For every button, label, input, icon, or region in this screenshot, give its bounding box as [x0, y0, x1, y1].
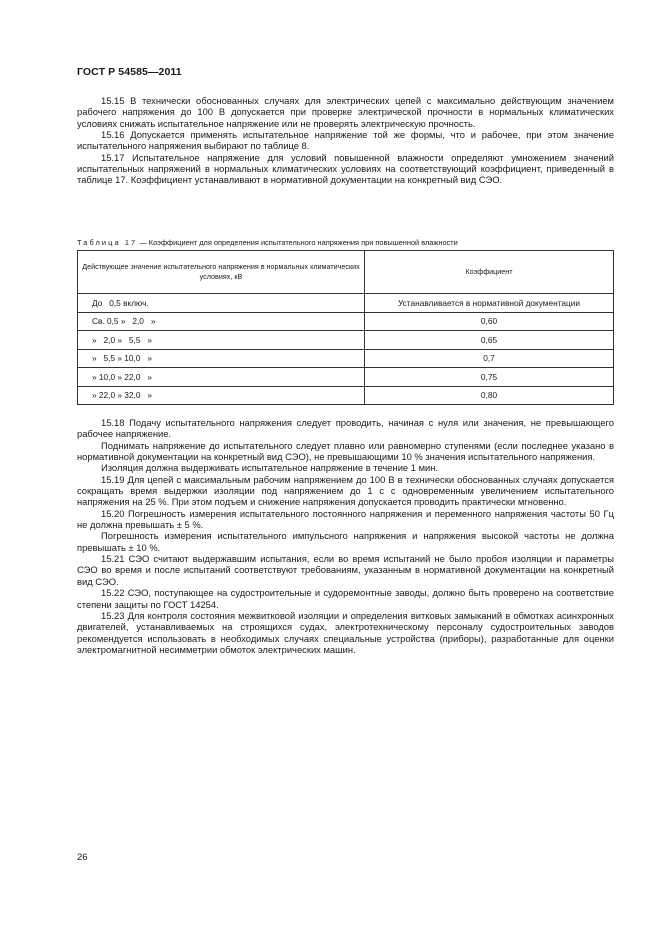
table-row	[78, 368, 614, 387]
cell-voltage-range: Св. 0,5 » 2,0 »	[78, 312, 365, 331]
cell-coefficient: 0,75	[365, 368, 614, 387]
header-voltage: Действующее значение испытательного напряжения в нормальных климатических условиях, кВ	[78, 251, 365, 294]
paragraph-15-16: 15.16 Допускается применять испытательное напряжение той же формы, что и рабочее, при этом значение испытательного напряжения выбирают по таблице 8.	[77, 129, 614, 152]
table-caption	[77, 238, 617, 247]
paragraph-insulation-hold: Изоляция должна выдерживать испытательное напряжение в течение 1 мин.	[101, 462, 439, 474]
cell-coefficient: 0,60	[365, 312, 614, 331]
cell-coefficient: 0,80	[365, 386, 614, 405]
cell-voltage-range: » 5,5 » 10,0 »	[78, 349, 365, 368]
table-row	[78, 312, 614, 331]
table-row	[78, 386, 614, 405]
paragraph-15-15: 15.15 В технически обоснованных случаях для электрических цепей с максимально действующим значением рабочего напряжения до 100 В допускается при проверке электрической прочности в нормальных климатических условиях снижать испытательное напряжение или не проверять электрическую прочность.	[77, 95, 614, 129]
paragraph-15-23: 15.23 Для контроля состояния межвитковой изоляции и определения витковых замыканий в обмотках асинхронных двигателей, устанавливаемых на строящихся судах, электротехническому персоналу судостроительных заводов рекомендуется использовать в необходимых случаях специальные устройства (приборы), разработанные для оценки электромагнитной несимметрии обмоток электрических машин.	[77, 609, 614, 655]
paragraph-15-19: 15.19 Для цепей с максимальным рабочим напряжением до 100 В в технически обоснованных случаях допускается сокращать время выдержки изоляции под напряжением до 1 с с одновременным увеличением испытательного напряжения на 25 %. При этом подъем и снижение напряжения допускается проводить практически мгновенно.	[77, 473, 614, 508]
paragraph-15-18: 15.18 Подачу испытательного напряжения следует проводить, начиная с нуля или значения, не превышающего рабочее напряжение.	[77, 417, 614, 440]
page-number: 26	[77, 852, 88, 863]
text-block-top	[77, 95, 614, 186]
table-row	[78, 331, 614, 350]
cell-voltage-range: » 2,0 » 5,5 »	[78, 331, 365, 350]
coefficient-table	[77, 250, 614, 405]
paragraph-impulse-error: Погрешность измерения испытательного импульсного напряжения и напряжения высокой частоты не должна превышать ± 10 %.	[77, 530, 614, 553]
cell-voltage-range: До 0,5 включ.	[78, 294, 365, 313]
paragraph-15-20: 15.20 Погрешность измерения испытательного постоянного напряжения и переменного напряжения частоты 50 Гц не должна превышать ± 5 %.	[77, 507, 614, 531]
text-block-bottom	[77, 417, 614, 655]
table-row	[78, 294, 614, 313]
table-caption-text: — Коэффициент для определения испытательного напряжения при повышенной влажности	[137, 238, 458, 247]
table-header-row	[78, 251, 614, 294]
cell-voltage-range: » 22,0 » 32,0 »	[78, 386, 365, 405]
paragraph-15-17: 15.17 Испытательное напряжение для условий повышенной влажности определяют умножением значений испытательных напряжений в нормальных климатических условиях на соответствующий коэффициент, приведенный в таблице 17. Коэффициент устанавливают в нормативной документации на конкретный вид СЭО.	[77, 151, 614, 186]
document-header: ГОСТ Р 54585—2011	[77, 66, 182, 78]
cell-coefficient: Устанавливается в нормативной документации	[365, 294, 614, 313]
header-coefficient: Коэффициент	[365, 251, 614, 294]
paragraph-voltage-raise: Поднимать напряжение до испытательного следует плавно или равномерно ступенями (если последнее указано в нормативной документации на конкретный вид СЭО), не превышающими 10 % значения испытательного напряжения.	[77, 439, 614, 463]
cell-voltage-range: » 10,0 » 22,0 »	[78, 368, 365, 387]
paragraph-15-22: 15.22 СЭО, поступающее на судостроительные и судоремонтные заводы, должно быть проверено на соответствие степени защиты по ГОСТ 14254.	[77, 587, 614, 610]
cell-coefficient: 0,65	[365, 331, 614, 350]
table-caption-label: Таблица 17	[77, 238, 138, 247]
paragraph-15-21: 15.21 СЭО считают выдержавшим испытания, если во время испытаний не было пробоя изоляции и параметры СЭО во время и после испытаний соответствуют требованиям, указанным в нормативной документации на конкретный вид СЭО.	[77, 553, 614, 587]
cell-coefficient: 0,7	[365, 349, 614, 368]
table-row	[78, 349, 614, 368]
